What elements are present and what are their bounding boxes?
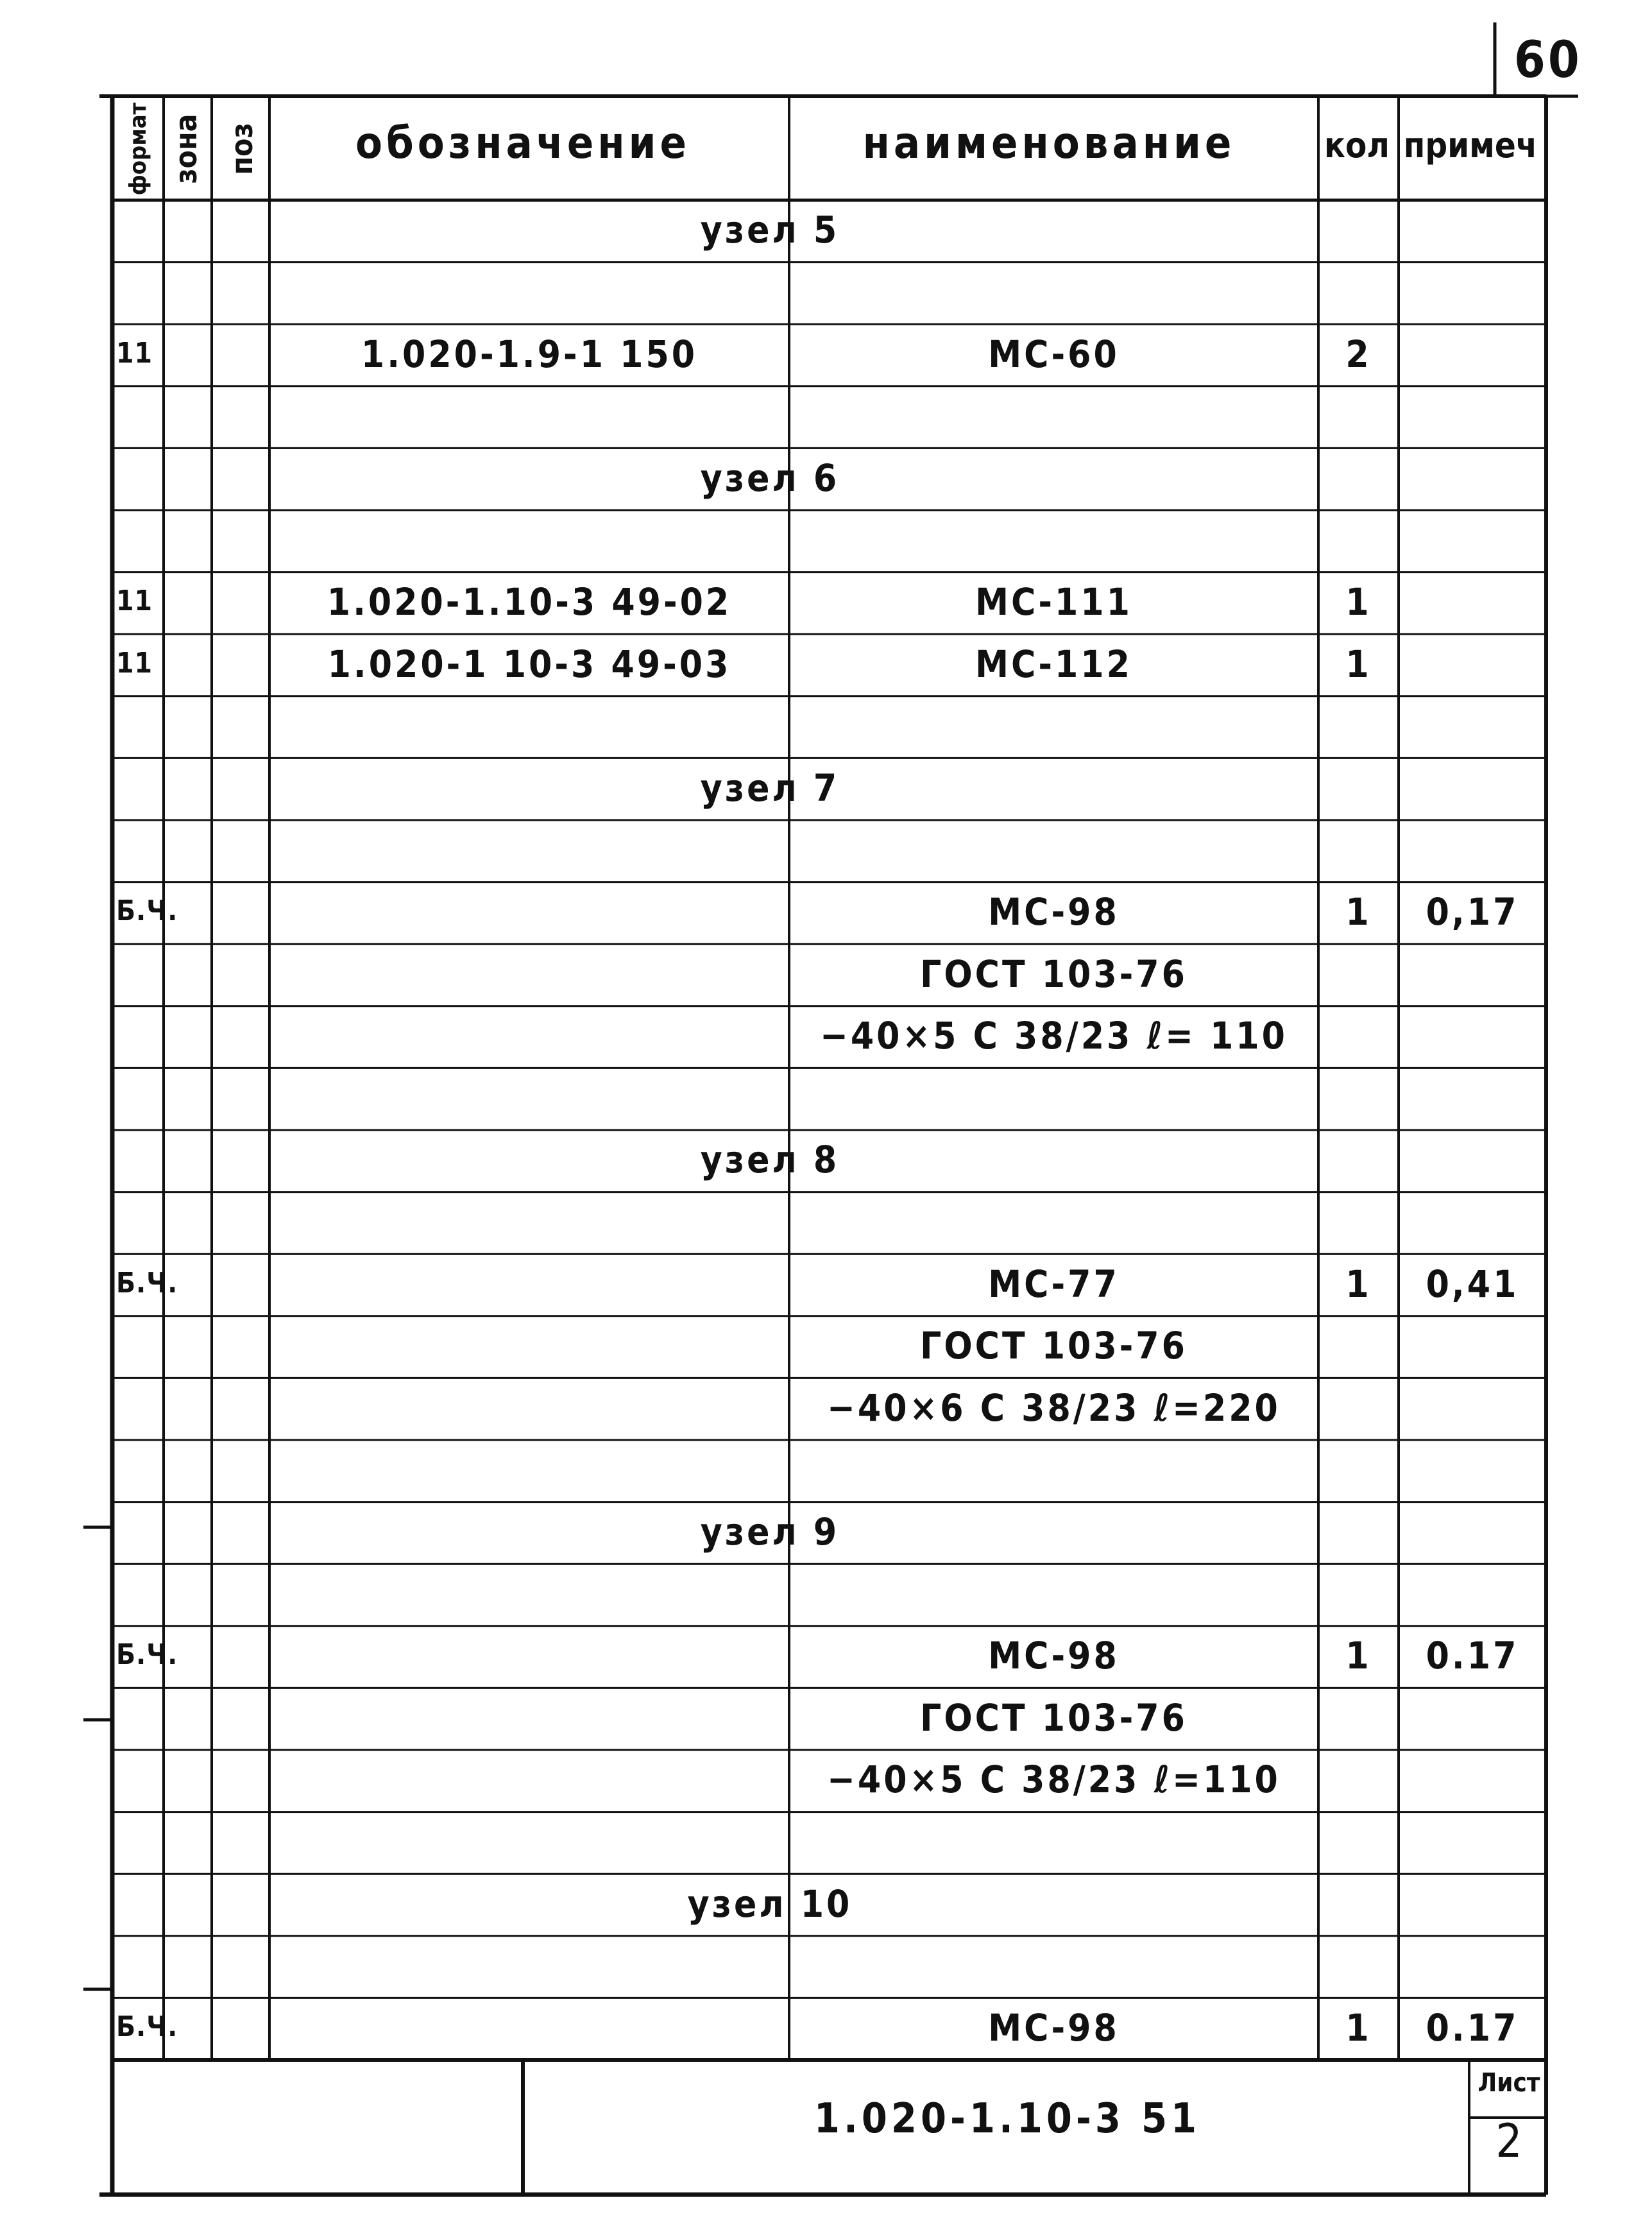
cell-designation: 1.020-1.9-1 150	[361, 332, 698, 376]
cell-designation: 1.020-1 10-3 49-03	[327, 642, 731, 686]
cell-name: МС-60	[988, 332, 1120, 376]
header-name: наименование	[862, 118, 1236, 169]
cell-name: МС-111	[975, 579, 1132, 624]
cell-format: Б.Ч.	[116, 1266, 178, 1299]
cell-name: МС-77	[988, 1262, 1120, 1306]
cell-name: ГОСТ 103-76	[920, 1695, 1188, 1740]
page-number: 60	[1514, 31, 1582, 89]
cell-note: 0,41	[1426, 1262, 1519, 1306]
cell-qty: 1	[1345, 889, 1372, 934]
cell-qty: 1	[1345, 1262, 1372, 1306]
header-designation: обозначение	[355, 118, 691, 169]
section-heading: узел 10	[687, 1881, 853, 1926]
section-heading: узел 6	[700, 456, 840, 500]
cell-note: 0.17	[1426, 1634, 1519, 1678]
cell-name: ГОСТ 103-76	[920, 952, 1188, 996]
cell-qty: 2	[1345, 332, 1372, 376]
header-note: примеч	[1403, 125, 1538, 166]
cell-name: −40×5 С 38/23 ℓ= 110	[820, 1014, 1288, 1058]
header-zone: зона	[169, 114, 203, 184]
cell-qty: 1	[1345, 1634, 1372, 1678]
cell-note: 0,17	[1426, 889, 1519, 934]
cell-format: Б.Ч.	[116, 894, 178, 927]
sheet-label: Лист	[1477, 2068, 1540, 2098]
cell-name: МС-98	[988, 2005, 1120, 2050]
section-heading: узел 7	[700, 766, 840, 810]
cell-name: МС-98	[988, 889, 1120, 934]
cell-format: Б.Ч.	[116, 1638, 178, 1672]
sheet-number: 2	[1495, 2114, 1522, 2168]
cell-format: 11	[116, 584, 153, 617]
cell-name: МС-112	[975, 642, 1132, 686]
cell-name: −40×6 С 38/23 ℓ=220	[827, 1385, 1281, 1430]
header-pos: поз	[225, 123, 259, 175]
cell-name: МС-98	[988, 1634, 1120, 1678]
section-heading: узел 8	[700, 1138, 840, 1182]
document-code: 1.020-1.10-3 51	[813, 2095, 1201, 2143]
cell-format: Б.Ч.	[116, 2010, 178, 2043]
cell-qty: 1	[1345, 579, 1372, 624]
cell-qty: 1	[1345, 2005, 1372, 2050]
cell-designation: 1.020-1.10-3 49-02	[327, 579, 732, 624]
cell-format: 11	[116, 336, 153, 370]
header-format: формат	[125, 102, 151, 196]
cell-qty: 1	[1345, 642, 1372, 686]
header-qty: кол	[1324, 125, 1390, 166]
cell-note: 0.17	[1426, 2005, 1519, 2050]
section-heading: узел 5	[700, 208, 840, 252]
section-heading: узел 9	[700, 1509, 840, 1554]
cell-name: ГОСТ 103-76	[920, 1324, 1188, 1368]
cell-name: −40×5 С 38/23 ℓ=110	[827, 1758, 1281, 1802]
cell-format: 11	[116, 646, 153, 680]
